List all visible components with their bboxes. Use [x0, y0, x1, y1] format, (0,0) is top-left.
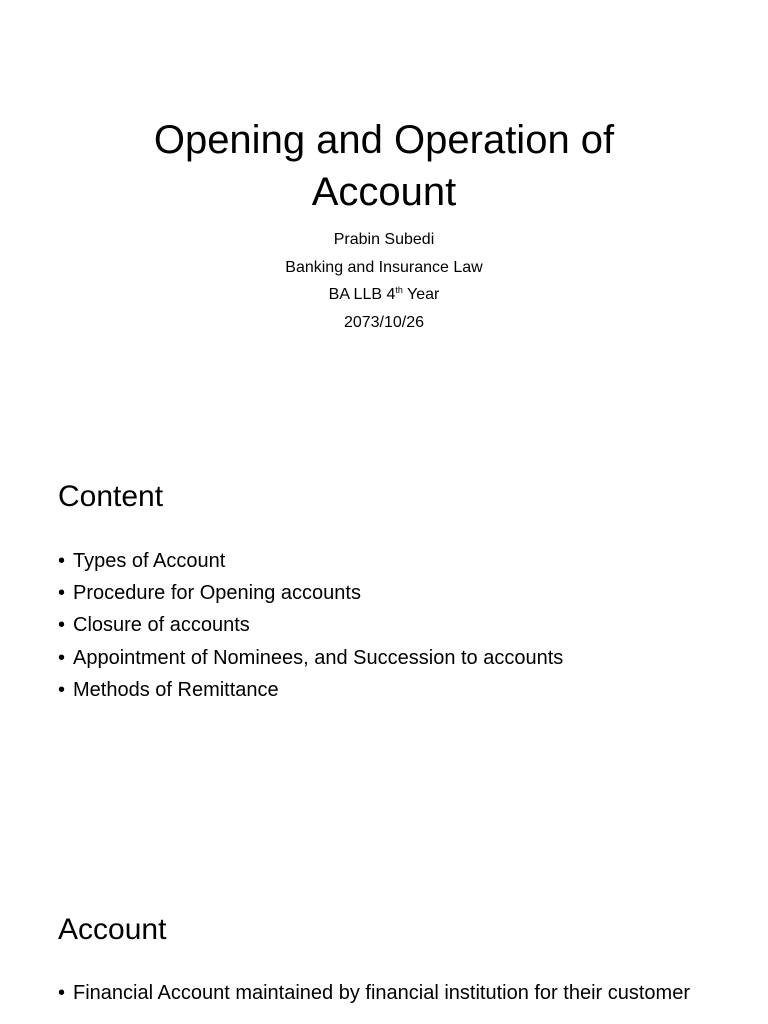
course-name: Banking and Insurance Law [285, 258, 483, 276]
list-item [58, 577, 698, 609]
bullet-icon: • [58, 678, 66, 701]
list-item [58, 981, 698, 1005]
list-item-text: Methods of Remittance [73, 678, 279, 701]
bullet-icon: • [58, 582, 66, 605]
subtitle-block [184, 226, 584, 336]
year-ordinal: th [395, 285, 403, 295]
list-item [58, 545, 698, 577]
content-heading: Content [58, 480, 164, 513]
list-item [58, 674, 698, 706]
bullet-icon: • [58, 550, 66, 572]
list-item-text: Financial Account maintained by financial institution for their customer [73, 982, 690, 1004]
slide-content [0, 432, 768, 864]
bullet-icon: • [58, 646, 66, 669]
presentation-date: 2073/10/26 [343, 313, 425, 331]
content-bullet-list [58, 545, 698, 706]
bullet-icon: • [58, 982, 66, 1004]
bullet-icon: • [58, 614, 66, 637]
list-item [58, 609, 698, 641]
year-prefix: BA LLB 4 [328, 286, 396, 303]
slide-account [0, 864, 768, 1024]
list-item-text: Types of Account [73, 550, 226, 572]
list-item-text: Appointment of Nominees, and Succession to accounts [73, 646, 564, 669]
year-suffix: Year [402, 286, 440, 303]
author-name: Prabin Subedi [333, 231, 435, 248]
list-item-text: Closure of accounts [73, 614, 250, 637]
account-heading: Account [58, 913, 167, 946]
list-item-text: Procedure for Opening accounts [73, 582, 361, 605]
presentation-title: Opening and Operation of Account [153, 118, 615, 214]
list-item [58, 642, 698, 674]
account-bullet-list [58, 981, 698, 1013]
slide-title [0, 0, 768, 432]
academic-year [184, 281, 584, 309]
